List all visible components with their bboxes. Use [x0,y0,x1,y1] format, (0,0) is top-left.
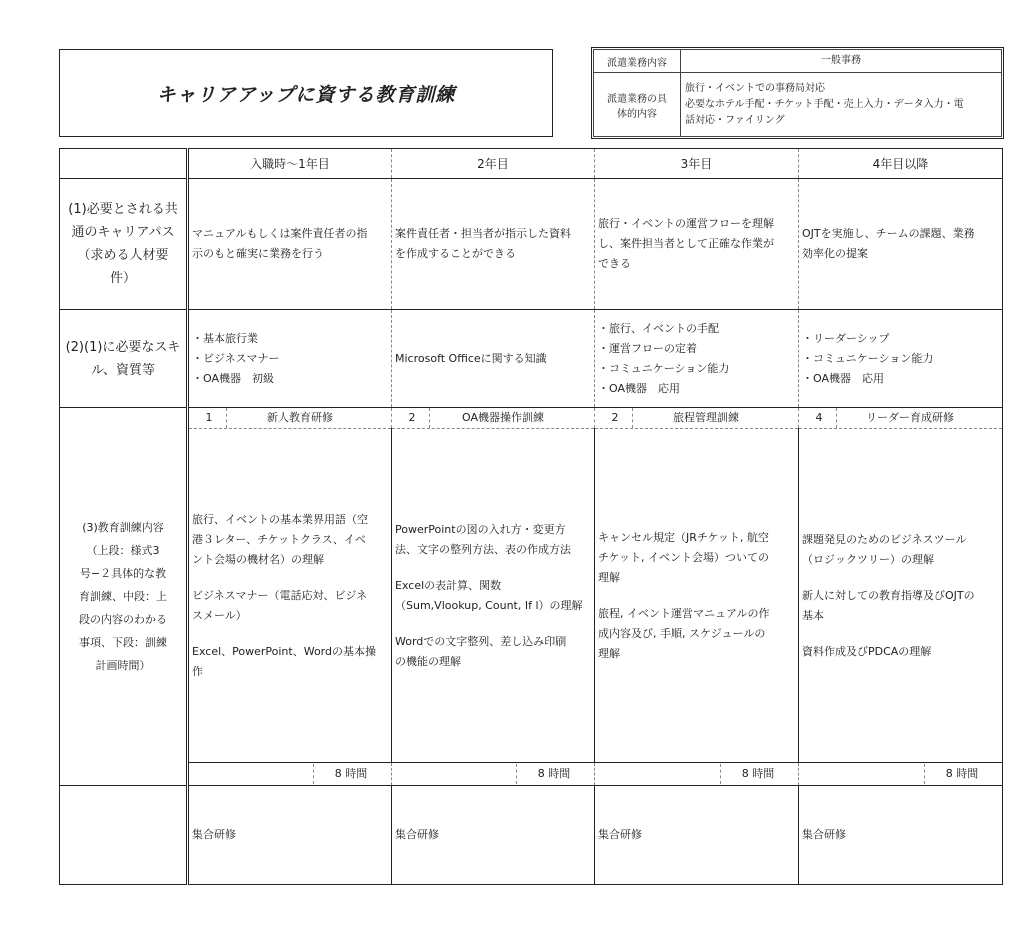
skills-year-3 [595,310,799,408]
label-line: (1)必要とされる共 [68,202,178,217]
hours-value: 8 時間 [313,764,388,784]
training-method-year-2: 集合研修 [392,786,595,885]
training-title-year-4 [799,408,1003,429]
header-year-2: 2年目 [392,149,595,179]
training-title: リーダー育成研修 [866,411,954,424]
training-hours-year-4 [799,763,1003,786]
text-line: 理解 [598,570,620,584]
header-year-3: 3年目 [595,149,799,179]
label-line: 段の内容のわかる [79,613,167,626]
training-number: 2 [395,408,430,428]
label-line: （上段：様式3 [86,544,160,557]
spacer [395,560,591,576]
text-line: OJTを実施し、チームの課題、業務 [802,227,975,240]
label-line: 事項、下段：訓練 [79,636,167,649]
training-method-year-4: 集合研修 [799,786,1003,885]
detail-label-line: 派遣業務の具 [607,93,667,105]
training-title: OA機器操作訓練 [462,411,544,424]
text-line: ・OA機器 初級 [192,371,274,385]
text-line: ・運営フローの定着 [598,341,697,355]
text-line: スメール） [192,608,247,622]
spacer [192,570,388,586]
text-line: 新人に対しての教育指導及びOJTの [802,588,975,602]
training-number: 4 [802,408,837,428]
training-detail-year-2 [392,429,595,763]
career-path-row [60,179,1003,310]
detail-line: 必要なホテル手配・チケット手配・売上入力・データ入力・電 [685,98,964,110]
training-content-label [60,408,188,786]
detail-label-line: 体的内容 [617,108,657,120]
text-line: （ロジックツリー）の理解 [802,552,934,566]
text-line: ビジネスマナー（電話応対、ビジネ [192,588,368,602]
hours-value: 8 時間 [516,764,591,784]
detail-line: 旅行・イベントでの事務局対応 [685,82,825,94]
text-line: 法、文字の整列方法、表の作成方法 [395,542,571,556]
spacer [395,616,591,632]
header-year-1: 入職時〜1年目 [188,149,392,179]
text-line: ・コミュニケーション能力 [598,361,730,375]
text-line: ・ビジネスマナー [192,351,280,365]
header-empty [60,149,188,179]
title-box [59,49,553,137]
label-line: （求める人材要 [77,248,169,263]
header-year-4: 4年目以降 [799,149,1003,179]
training-method-year-3: 集合研修 [595,786,799,885]
text-line: の機能の理解 [395,654,461,668]
training-method-row [60,786,1003,885]
header-row [60,149,1003,179]
hours-value: 8 時間 [924,764,999,784]
label-line: 計画時間） [95,659,151,672]
training-detail-row [60,429,1003,763]
skills-year-4 [799,310,1003,408]
label-line: (3)教育訓練内容 [82,521,164,534]
training-title-row [60,408,1003,429]
dispatch-label: 派遣業務内容 [594,50,681,73]
training-number: 2 [598,408,633,428]
text-line: Excel、PowerPoint、Wordの基本操 [192,644,376,658]
training-title: 旅程管理訓練 [673,411,739,424]
label-line: (2)(1)に必要なスキ [65,339,181,355]
text-line: できる [598,257,631,270]
skills-row [60,310,1003,408]
label-line: ル、資質等 [91,362,155,378]
text-line: 港３レター、チケットクラス、イベ [192,532,366,546]
text-line: Wordでの文字整列、差し込み印刷 [395,634,567,648]
career-path-year-3 [595,179,799,310]
text-line: 作 [192,664,203,678]
training-detail-year-3 [595,429,799,763]
text-line: 効率化の提案 [802,247,868,260]
training-detail-year-4 [799,429,1003,763]
text-line: キャンセル規定（JRチケット, 航空 [598,530,769,544]
training-title-year-2 [392,408,595,429]
training-hours-year-3 [595,763,799,786]
spacer [802,570,999,586]
text-line: ・リーダーシップ [802,331,890,345]
career-path-year-1 [188,179,392,310]
text-line: 案件責任者・担当者が指示した資料 [395,227,571,240]
training-title-year-1 [188,408,392,429]
text-line: Microsoft Officeに関する知識 [395,351,547,365]
label-line: 件） [109,271,136,286]
training-hours-year-2 [392,763,595,786]
training-hours-row [60,763,1003,786]
text-line: 旅行・イベントの運営フローを理解 [598,217,774,230]
text-line: 資料作成及びPDCAの理解 [802,644,932,658]
dispatch-info-table [593,49,1002,137]
detail-value [681,73,1002,137]
detail-line: 話対応・ファイリング [685,114,785,126]
text-line: ント会場の機材名）の理解 [192,552,324,566]
text-line: PowerPointの図の入れ方・変更方 [395,522,566,536]
text-line: ・基本旅行業 [192,331,258,345]
text-line: ・OA機器 応用 [598,381,680,395]
text-line: マニュアルもしくは案件責任者の指 [192,227,368,240]
skills-year-2 [392,310,595,408]
career-path-year-4 [799,179,1003,310]
hours-value: 8 時間 [720,764,795,784]
text-line: 成内容及び, 手順, スケジュールの [598,626,766,640]
text-line: ・旅行、イベントの手配 [598,321,719,335]
dispatch-value: 一般事務 [681,50,1002,73]
training-title: 新人教育研修 [267,411,333,424]
spacer [598,588,795,604]
text-line: （Sum,Vlookup, Count, If l）の理解 [395,598,583,612]
text-line: 示のもと確実に業務を行う [192,247,324,260]
skills-year-1 [188,310,392,408]
text-line: 旅行、イベントの基本業界用語（空 [192,512,368,526]
training-method-label [60,786,188,885]
spacer [802,626,999,642]
text-line: 旅程, イベント運営マニュアルの作 [598,606,770,620]
text-line: を作成することができる [395,247,516,260]
text-line: ・OA機器 応用 [802,371,884,385]
skills-label [60,310,188,408]
document-title: キャリアアップに資する教育訓練 [156,83,456,106]
text-line: 理解 [598,646,620,660]
training-hours-year-1 [188,763,392,786]
career-path-year-2 [392,179,595,310]
label-line: 号−２具体的な教 [79,567,167,580]
detail-label [594,73,681,137]
text-line: し、案件担当者として正確な作業が [598,237,774,250]
spacer [192,626,388,642]
text-line: ・コミュニケーション能力 [802,351,934,365]
text-line: 基本 [802,608,824,622]
text-line: 課題発見のためのビジネスツール [802,532,967,546]
training-number: 1 [192,408,227,428]
label-line: 通のキャリアパス [71,225,175,240]
training-title-year-3 [595,408,799,429]
training-method-year-1: 集合研修 [188,786,392,885]
career-training-table [59,148,1003,885]
career-path-label [60,179,188,310]
training-detail-year-1 [188,429,392,763]
text-line: Excelの表計算、関数 [395,578,502,592]
text-line: チケット, イベント会場）ついての [598,550,770,564]
label-line: 育訓練、中段：上 [79,590,167,603]
